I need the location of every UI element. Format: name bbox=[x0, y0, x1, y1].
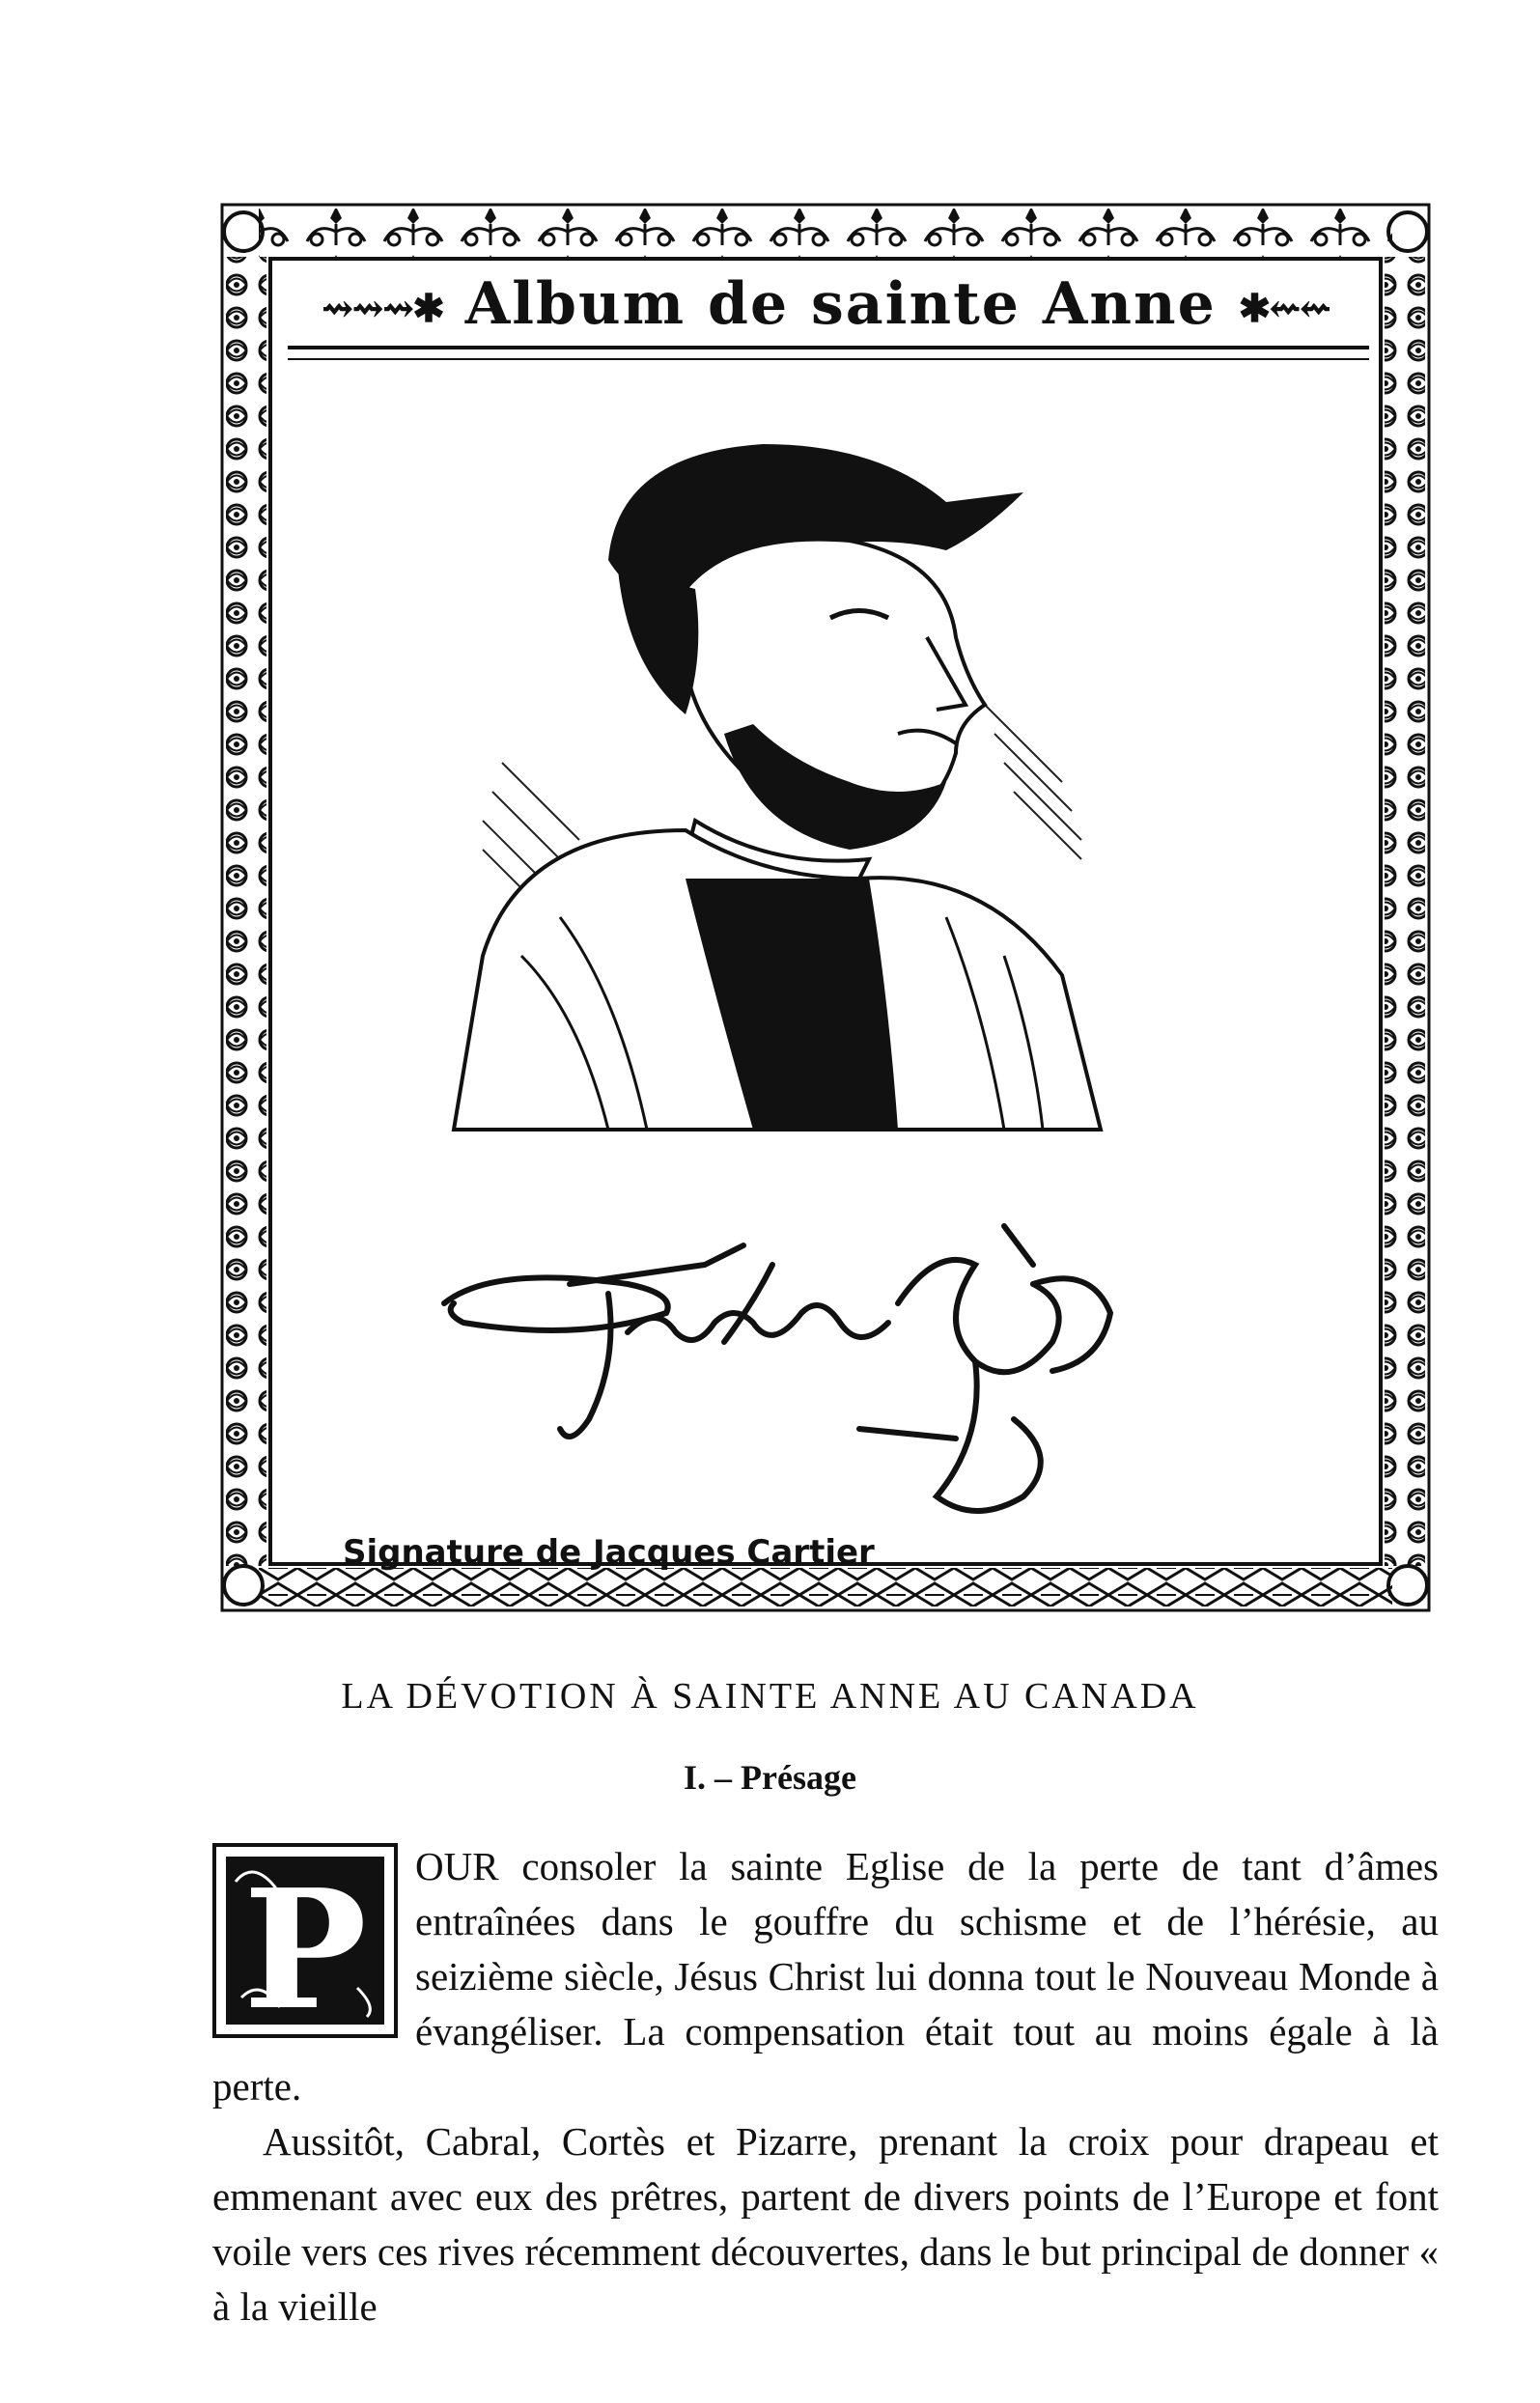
paragraph-2: Aussitôt, Cabral, Cortès et Pizarre, prenant la croix pour drapeau et emmenant avec eux des prêtres, partent de divers points de l’Europe et font voile vers ces rives récemment découvertes, dans le but principal de donner « à la vieille bbox=[212, 2119, 1439, 2329]
paragraph-1-text: consoler la sainte Eglise de la perte de tant d’âmes entraînées dans le gouffre du schisme et de l’hérésie, au seizième siècle, Jésus Christ lui donna tout le Nouveau Monde à évangéliser. La compensation était tout au moins égale à là perte. bbox=[212, 1844, 1439, 2109]
dropcap-letter bbox=[212, 1843, 398, 2038]
paragraph-1 bbox=[212, 1839, 1439, 2114]
figure-caption: Signature de Jacques Cartier bbox=[343, 1533, 875, 1572]
album-title: Album de sainte Anne bbox=[464, 270, 1217, 338]
header-ornament-left: ⇝⇝⇝✱ bbox=[321, 286, 443, 331]
dropcap-graphic bbox=[212, 1843, 398, 2038]
portrait-illustration bbox=[444, 415, 1139, 1149]
handwritten-signature bbox=[434, 1207, 1188, 1535]
signature-image bbox=[434, 1207, 1188, 1535]
album-header bbox=[290, 270, 1361, 338]
section-subtitle: I. – Présage bbox=[684, 1758, 856, 1797]
portrait-engraving bbox=[444, 415, 1139, 1149]
paragraph-1-lead: OUR bbox=[415, 1844, 499, 1888]
header-ornament-right: ✱⇜⇜ bbox=[1238, 286, 1330, 331]
article-body bbox=[212, 1839, 1439, 2334]
dropcap-text: P bbox=[243, 1854, 367, 2038]
section-title: LA DÉVOTION À SAINTE ANNE AU CANADA bbox=[341, 1676, 1199, 1717]
